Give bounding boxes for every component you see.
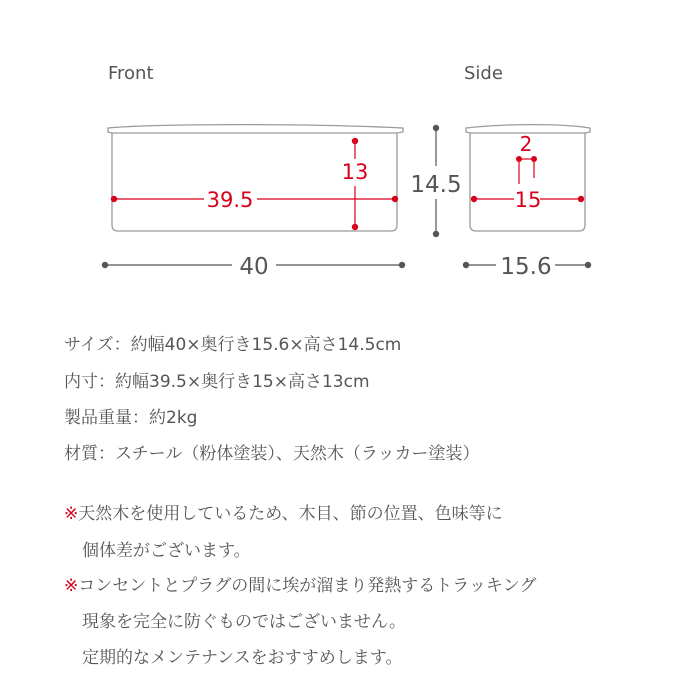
spec-inner-size: 内寸：約幅39.5×奥行き15×高さ13cm [64, 372, 370, 392]
front-outer-width-end-right [399, 262, 405, 268]
side-outer-depth-end-left [463, 262, 469, 268]
note-1-line-2: 個体差がございます。 [82, 541, 251, 561]
note-2-text: コンセントとプラグの間に埃が溜まり発熱するトラッキング [78, 576, 537, 596]
side-outer-depth-value: 15.6 [500, 254, 552, 280]
side-wall-gap-value: 2 [519, 132, 533, 156]
note-2-line-1 [64, 571, 536, 596]
spec-size: サイズ：約幅40×奥行き15.6×高さ14.5cm [64, 335, 402, 355]
front-inner-height-end-bottom [352, 224, 358, 230]
side-label: Side [464, 63, 503, 84]
front-outer-width-end-left [102, 262, 108, 268]
front-inner-height-end-top [352, 138, 358, 144]
spec-material: 材質：スチール（粉体塗装）、天然木（ラッカー塗装） [64, 444, 480, 464]
outer-height-end-bottom [433, 231, 439, 237]
front-label: Front [108, 63, 154, 84]
spec-weight: 製品重量：約2kg [64, 408, 198, 428]
front-inner-height-value: 13 [341, 160, 369, 184]
dimension-diagram [0, 0, 700, 300]
side-outer-depth-end-right [585, 262, 591, 268]
outer-height-end-top [433, 125, 439, 131]
front-inner-width-end-right [392, 196, 398, 202]
front-outer-width-value: 40 [239, 254, 269, 280]
side-inner-depth-end-left [471, 196, 477, 202]
note-1-text: 天然木を使用しているため、木目、節の位置、色味等に [78, 504, 503, 524]
side-inner-depth-value: 15 [514, 188, 542, 212]
side-inner-depth-end-right [578, 196, 584, 202]
note-2-line-3: 定期的なメンテナンスをおすすめします。 [82, 648, 403, 668]
note-1-line-1 [64, 499, 503, 524]
outer-height-value: 14.5 [410, 172, 462, 198]
note-2-line-2: 現象を完全に防ぐものではございません。 [82, 612, 407, 632]
note-2-mark: ※ [64, 576, 79, 596]
front-inner-width-end-left [111, 196, 117, 202]
note-1-mark: ※ [64, 504, 79, 524]
front-inner-width-value: 39.5 [206, 188, 254, 212]
